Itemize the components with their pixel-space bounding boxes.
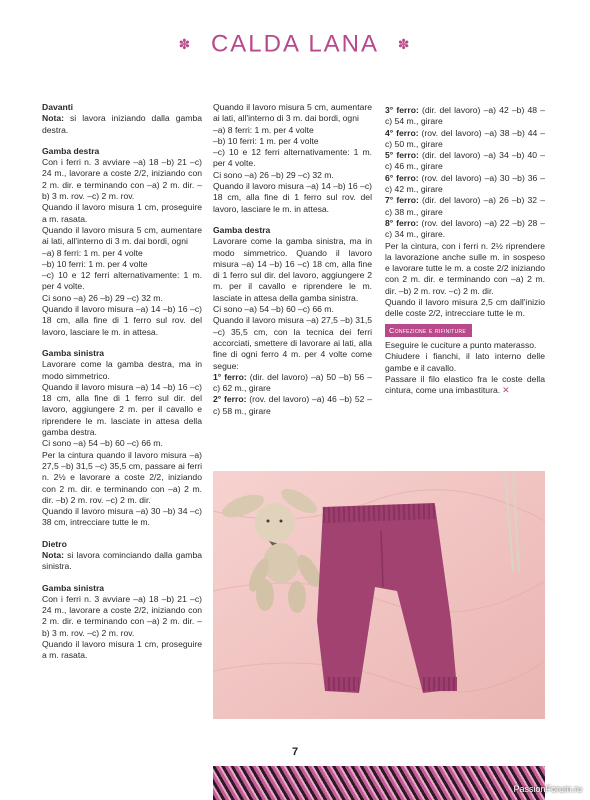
row-instruction: [385, 218, 545, 241]
row-text: (dir. del lavoro) –a) 50 –b) 56 –c) 62 m., girare: [213, 371, 372, 394]
paragraph: Eseguire le cuciture a punto materasso.: [385, 339, 537, 350]
paragraph: –c) 10 e 12 ferri alternativamente: 1 m. per 4 volte.: [42, 270, 202, 292]
watermark: PassionForum.ru: [513, 784, 582, 794]
row-instruction: [385, 173, 545, 196]
paragraph: –c) 10 e 12 ferri alternativamente: 1 m. per 4 volte.: [213, 147, 372, 169]
page-header: [0, 30, 590, 59]
paragraph: Quando il lavoro misura 1 cm, proseguire a m. rasata.: [42, 639, 202, 661]
row-label: 6° ferro:: [385, 172, 419, 183]
paragraph: Chiudere i fianchi, il lato interno delle gambe e il cavallo.: [385, 351, 545, 373]
paragraph: –a) 8 ferri: 1 m. per 4 volte: [213, 124, 314, 135]
paragraph: Quando il lavoro misura –a) 30 –b) 34 –c) 38 cm, intrecciare tutte le m.: [42, 506, 202, 528]
paragraph: Quando il lavoro misura 1 cm, proseguire a m. rasata.: [42, 202, 202, 224]
section-heading: Dietro: [42, 538, 67, 549]
paragraph: –a) 8 ferri: 1 m. per 4 volte: [42, 247, 143, 258]
paragraph: Con i ferri n. 3 avviare –a) 18 –b) 21 –c) 24 m., lavorare a coste 2/2, iniziando con 2 m. dir. e terminando con –a) 2 m. dir. –b) 3 m. rov. –c) 2 m. rov.: [42, 593, 202, 638]
section-heading: Gamba sinistra: [42, 582, 105, 593]
flower-ornament-icon: ✽: [178, 36, 193, 53]
note: [42, 113, 202, 136]
paragraph: Ci sono –a) 54 –b) 60 –c) 66 m.: [213, 304, 334, 315]
paragraph: Quando il lavoro misura 5 cm, aumentare ai lati, all'interno di 3 m. dai bordi, ogni: [213, 102, 372, 124]
row-instruction: [213, 372, 372, 395]
paragraph-text: Passare il filo elastico fra le coste della cintura, come una imbastitura.: [385, 373, 545, 396]
column-2: [213, 102, 372, 417]
flower-ornament-icon: ✽: [397, 36, 412, 53]
column-1: [42, 102, 202, 662]
paragraph: –b) 10 ferri: 1 m. per 4 volte: [213, 135, 319, 146]
section-heading: Davanti: [42, 102, 74, 112]
paragraph: Lavorare come la gamba destra, ma in modo simmetrico.: [42, 359, 202, 381]
section-pill-heading: Confezione e rifiniture: [385, 324, 472, 337]
row-label: 4° ferro:: [385, 127, 419, 138]
cross-stitch-end-icon: ✕: [502, 385, 510, 396]
row-text: (dir. del lavoro) –a) 26 –b) 32 –c) 38 m., girare: [385, 195, 545, 217]
section-heading: Gamba destra: [213, 224, 271, 235]
note-label: Nota:: [42, 113, 64, 124]
paragraph: Quando il lavoro misura –a) 14 –b) 16 –c) 18 cm, alla fine di 1 ferro sul rov. del lavoro, lasciare le m. in attesa.: [213, 181, 372, 214]
row-label: 1° ferro:: [213, 371, 247, 382]
row-instruction: [385, 195, 545, 218]
paragraph: Per la cintura quando il lavoro misura –a) 27,5 –b) 31,5 –c) 35,5 cm, passare ai ferri n. 2½ e lavorare a coste 2/2, iniziando con 2 m. dir. e terminando con –a) 2 m. dir. –b) 2 m. rov. –c) 2 m. dir.: [42, 449, 202, 505]
row-label: 5° ferro:: [385, 150, 419, 161]
row-label: 2° ferro:: [213, 394, 247, 405]
page-number: 7: [291, 746, 299, 758]
section-heading: Gamba sinistra: [42, 347, 105, 358]
row-text: (rov. del lavoro) –a) 30 –b) 36 –c) 42 m., girare: [385, 172, 546, 195]
section-heading: Gamba destra: [42, 145, 100, 156]
row-label: 3° ferro:: [385, 105, 419, 115]
row-text: (dir. del lavoro) –a) 42 –b) 48 –c) 54 m., girare: [385, 105, 545, 127]
row-text: (rov. del lavoro) –a) 46 –b) 52 –c) 58 m., girare: [213, 394, 373, 416]
paragraph: Ci sono –a) 54 –b) 60 –c) 66 m.: [42, 438, 163, 449]
row-text: (rov. del lavoro) –a) 38 –b) 44 –c) 50 m., girare: [385, 127, 546, 149]
paragraph: Quando il lavoro misura 2,5 cm dall'inizio delle coste 2/2, intrecciare tutte le m.: [385, 297, 545, 319]
row-instruction: [385, 105, 545, 128]
knit-texture-strip: [213, 766, 545, 800]
row-label: 7° ferro:: [385, 195, 419, 206]
paragraph: Quando il lavoro misura –a) 27,5 –b) 31,5 –c) 35,5 cm, con la tecnica dei ferri accorciati, smettere di lavorare ai lati, alla fine di ogni ferro 4 m. per 4 volte come segue:: [213, 315, 372, 371]
note-label: Nota:: [42, 549, 64, 560]
note-text: si lavora iniziando dalla gamba destra.: [42, 113, 202, 135]
row-text: (rov. del lavoro) –a) 22 –b) 28 –c) 34 m., girare.: [385, 217, 546, 240]
paragraph: Con i ferri n. 3 avviare –a) 18 –b) 21 –c) 24 m., lavorare a coste 2/2, iniziando con 2 m. dir. e terminando con –a) 2 m. dir. –b) 3 m. rov. –c) 2 m. rov.: [42, 157, 202, 202]
paragraph: [385, 374, 545, 397]
row-instruction: [385, 128, 545, 151]
paragraph: Ci sono –a) 26 –b) 29 –c) 32 m.: [213, 169, 334, 180]
product-photo: [213, 471, 545, 719]
note: [42, 550, 202, 573]
paragraph: Per la cintura, con i ferri n. 2½ riprendere la lavorazione anche sulle m. in sospeso e lavorare tutte le m. a coste 2/2 iniziando con 2 m. dir. e terminando con –a) 2 m. dir. –b) 2 m. rov. –c) 2 m. dir.: [385, 240, 545, 296]
row-instruction: [385, 150, 545, 173]
knitted-pants-photo: [213, 471, 545, 719]
row-label: 8° ferro:: [385, 217, 419, 228]
paragraph: Quando il lavoro misura 5 cm, aumentare ai lati, all'interno di 3 m. dai bordi, ogni: [42, 224, 202, 247]
paragraph: Ci sono –a) 26 –b) 29 –c) 32 m.: [42, 292, 163, 303]
paragraph: –b) 10 ferri: 1 m. per 4 volte: [42, 258, 148, 269]
paragraph: Lavorare come la gamba sinistra, ma in modo simmetrico. Quando il lavoro misura –a) 14 –b) 16 –c) 18 cm, alla fine di 1 ferro sul dir. del lavoro, aggiungere 2 m. per il cavallo e riprendere le m. lasciate in attesa della gamba sinistra.: [213, 236, 372, 303]
column-3: [385, 105, 545, 396]
row-text: (dir. del lavoro) –a) 34 –b) 40 –c) 46 m., girare: [385, 150, 545, 172]
page-title: CALDA LANA: [210, 30, 380, 58]
paragraph: Quando il lavoro misura –a) 14 –b) 16 –c) 18 cm, alla fine di 1 ferro sul rov. del lavoro, lasciare le m. in attesa.: [42, 304, 202, 337]
paragraph: Quando il lavoro misura –a) 14 –b) 16 –c) 18 cm, alla fine di 1 ferro sul dir. del lavoro, aggiungere 2 m. per il cavallo e riprendere le m. lasciate in attesa della gamba destra.: [42, 381, 202, 438]
note-text: si lavora cominciando dalla gamba sinistra.: [42, 549, 202, 572]
row-instruction: [213, 394, 372, 417]
